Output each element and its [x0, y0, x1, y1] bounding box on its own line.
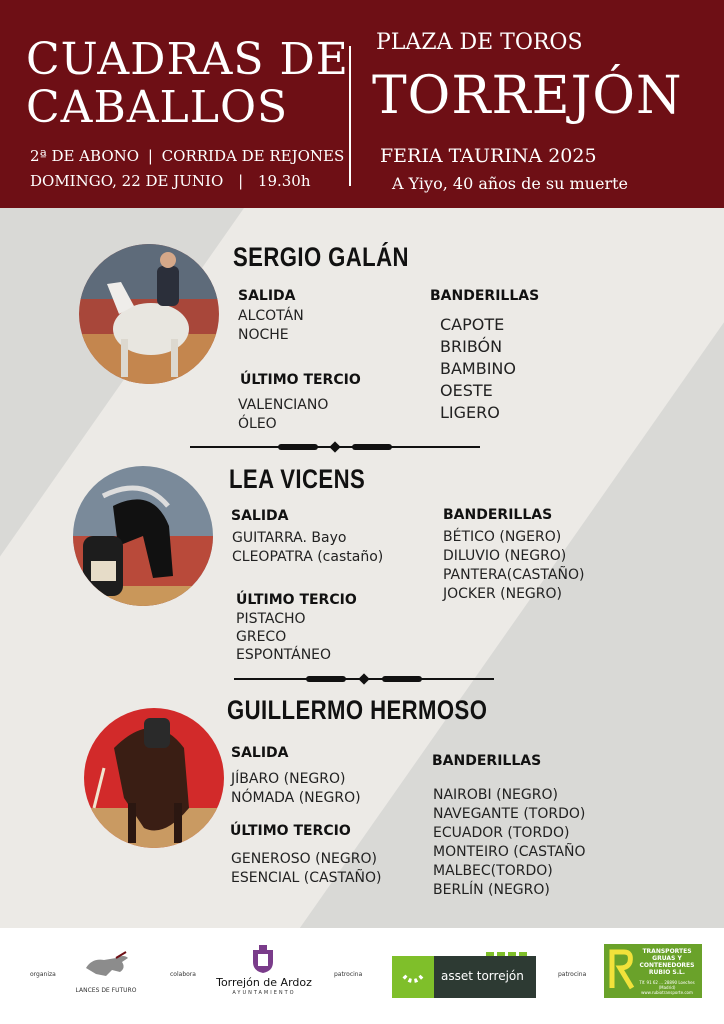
- banderillas-list: [440, 314, 516, 424]
- banderillas-heading: BANDERILLAS: [430, 288, 540, 304]
- header-banner: [0, 0, 724, 208]
- horse-item: BÉTICO (NGERO): [443, 529, 562, 545]
- salida-heading: SALIDA: [231, 745, 289, 761]
- horse-item: NAVEGANTE (TORDO): [433, 806, 586, 822]
- rubio-logo-text: TRANSPORTES GRUAS Y CONTENEDORES RUBIO S.L.: [639, 948, 695, 976]
- event-title: [26, 36, 349, 132]
- horse-item: CLEOPATRA (castaño): [232, 549, 384, 565]
- horse-item: LIGERO: [440, 403, 500, 422]
- abono-line: 2ª DE ABONO | CORRIDA DE REJONES: [30, 147, 345, 165]
- horse-item: JOCKER (NEGRO): [443, 586, 562, 602]
- ultimo-tercio-heading: ÚLTIMO TERCIO: [240, 372, 361, 388]
- coat-of-arms-icon: [250, 944, 276, 974]
- horse-item: PISTACHO: [236, 611, 306, 627]
- banderillas-list: [433, 786, 586, 900]
- organiza-label: organiza: [30, 971, 56, 978]
- patrocina-label-2: patrocina: [558, 971, 587, 978]
- horse-item: GUITARRA. Bayo: [232, 530, 347, 546]
- horse-item: BAMBINO: [440, 359, 516, 378]
- salida-heading: SALIDA: [238, 288, 296, 304]
- horse-item: MALBEC(TORDO): [433, 863, 553, 879]
- rider-name: LEA VICENS: [229, 464, 366, 494]
- horse-item: GENEROSO (NEGRO): [231, 851, 377, 867]
- date-text: DOMINGO, 22 DE JUNIO: [30, 172, 224, 190]
- asset-logo-text: asset torrejón: [441, 969, 524, 983]
- rider-name: GUILLERMO HERMOSO: [227, 695, 488, 725]
- abono-text: 2ª DE ABONO: [30, 147, 140, 165]
- torrejon-logo-text: Torrejón de Ardoz: [216, 976, 312, 989]
- feria-label: FERIA TAURINA 2025: [380, 145, 597, 167]
- asset-logo-mark: [392, 956, 434, 998]
- ultimo-tercio-list: [231, 850, 381, 888]
- rider-photo-lea-vicens: [73, 466, 213, 606]
- horse-rider-photo: [84, 708, 224, 848]
- horse-item: CAPOTE: [440, 315, 505, 334]
- horse-item: OESTE: [440, 381, 493, 400]
- horse-item: BRIBÓN: [440, 337, 503, 356]
- time-text: 19.30h: [257, 172, 311, 190]
- salida-heading: SALIDA: [231, 508, 289, 524]
- horse-item: MONTEIRO (CASTAÑO: [433, 844, 586, 860]
- horse-item: ESENCIAL (CASTAÑO): [231, 870, 382, 886]
- bull-logo-icon: [82, 950, 130, 980]
- banderillas-heading: BANDERILLAS: [443, 507, 553, 523]
- horse-item: NÓMADA (NEGRO): [231, 790, 361, 806]
- horse-item: ÓLEO: [238, 416, 277, 432]
- patrocina-label-1: patrocina: [334, 971, 363, 978]
- horse-item: ECUADOR (TORDO): [433, 825, 570, 841]
- horse-item: VALENCIANO: [238, 397, 329, 413]
- horse-item: PANTERA(CASTAÑO): [443, 567, 585, 583]
- ornamental-divider: [190, 441, 480, 453]
- title-line-2: CABALLOS: [26, 82, 289, 133]
- salida-list: [238, 307, 304, 345]
- rubio-logo: [604, 944, 702, 998]
- banderillas-list: [443, 528, 584, 604]
- ultimo-tercio-list: [236, 610, 331, 664]
- rider-photo-guillermo-hermoso: [84, 708, 224, 848]
- horse-item: JÍBARO (NEGRO): [231, 771, 346, 787]
- horse-item: GRECO: [236, 629, 287, 645]
- ultimo-tercio-heading: ÚLTIMO TERCIO: [230, 823, 351, 839]
- dedication-text: A Yiyo, 40 años de su muerte: [392, 174, 628, 193]
- colabora-label: colabora: [170, 971, 196, 978]
- content-area: [0, 208, 724, 928]
- horse-rider-photo: [79, 244, 219, 384]
- banderillas-heading: BANDERILLAS: [432, 753, 542, 769]
- rider-photo-sergio-galan: [79, 244, 219, 384]
- horse-rider-photo: [73, 466, 213, 606]
- salida-list: [231, 770, 361, 808]
- ultimo-tercio-heading: ÚLTIMO TERCIO: [236, 592, 357, 608]
- rubio-contact-text: Tlf. 91 62 ... 28890 Loeches (Madrid) www.rubiotransporte.com: [639, 980, 695, 995]
- title-line-1: CUADRAS DE: [26, 34, 349, 85]
- torrejon-sub-text: AYUNTAMIENTO: [232, 990, 296, 996]
- horse-item: BERLÍN (NEGRO): [433, 882, 550, 898]
- ornamental-divider: [234, 673, 494, 685]
- horse-item: ESPONTÁNEO: [236, 647, 332, 663]
- lances-logo-text: LANCES DE FUTURO: [75, 987, 137, 994]
- horse-item: ALCOTÁN: [238, 308, 304, 324]
- horse-item: NAIROBI (NEGRO): [433, 787, 558, 803]
- rider-name: SERGIO GALÁN: [233, 242, 409, 272]
- plaza-label: PLAZA DE TOROS: [376, 30, 583, 55]
- date-line: DOMINGO, 22 DE JUNIO | 19.30h: [30, 172, 311, 190]
- horse-item: DILUVIO (NEGRO): [443, 548, 567, 564]
- header-divider: [349, 46, 351, 186]
- salida-list: [232, 529, 383, 567]
- corrida-text: CORRIDA DE REJONES: [161, 147, 345, 165]
- rubio-r-icon: [606, 944, 636, 998]
- horse-item: NOCHE: [238, 327, 289, 343]
- ultimo-tercio-list: [238, 396, 328, 434]
- town-title: TORREJÓN: [372, 66, 683, 126]
